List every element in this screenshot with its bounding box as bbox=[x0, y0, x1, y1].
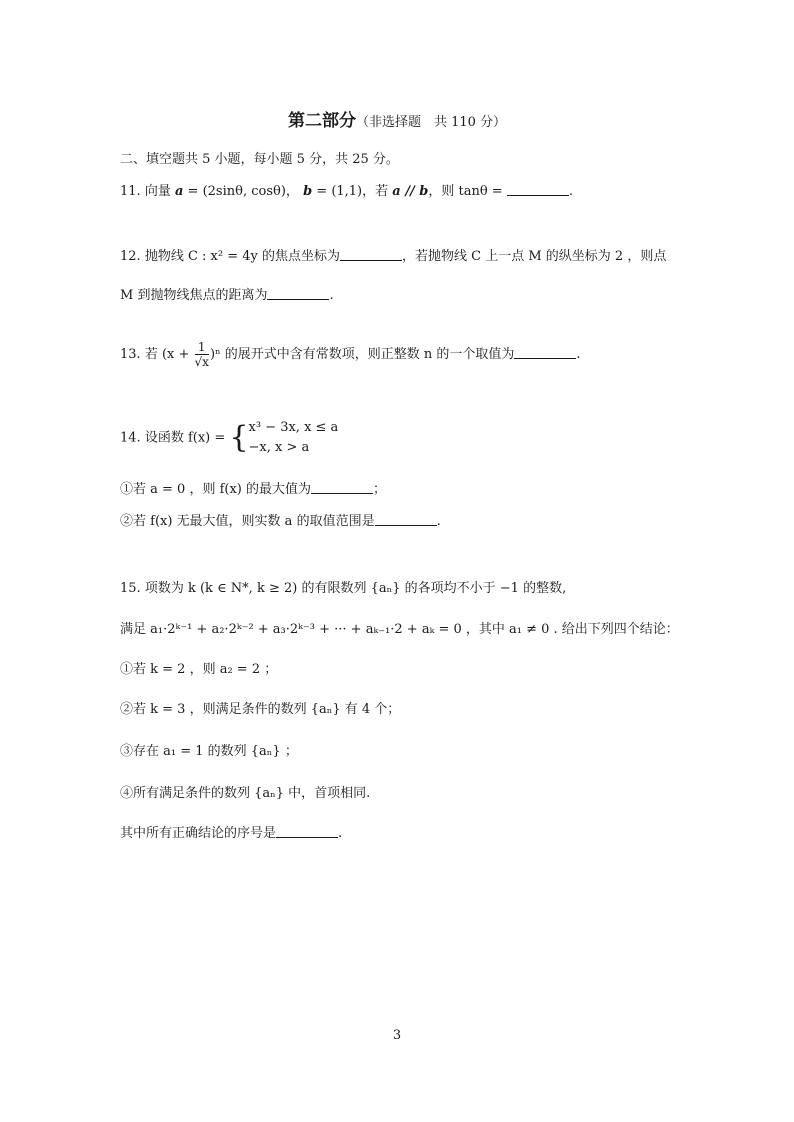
q15-conclusion-2: ②若 k = 3 ，则满足条件的数列 {aₙ} 有 4 个； bbox=[120, 702, 401, 717]
question-12-line1 bbox=[120, 245, 666, 264]
q11-vec-b: b bbox=[303, 184, 313, 199]
question-15-line1 bbox=[120, 577, 566, 596]
question-14 bbox=[120, 418, 338, 458]
q13-fraction bbox=[195, 340, 209, 369]
q12-line1: 抛物线 C : x² = 4y 的焦点坐标为 bbox=[144, 249, 340, 264]
q14-item-2: ②若 f(x) 无最大值，则实数 a 的取值范围是 . bbox=[120, 514, 441, 529]
q14-item2-text: ②若 f(x) 无最大值，则实数 a 的取值范围是 bbox=[120, 514, 375, 529]
q12-line1b: ，若抛物线 C 上一点 M 的纵坐标为 2 ，则点 bbox=[402, 249, 667, 264]
q11-sep: ， bbox=[285, 184, 299, 199]
q11-answer-blank[interactable] bbox=[507, 183, 569, 196]
q11-cond: a // b bbox=[392, 184, 429, 199]
q15-conclusion-1: ①若 k = 2 ，则 a₂ = 2 ； bbox=[120, 662, 278, 677]
q13-frac-num: 1 bbox=[195, 340, 209, 355]
q11-text-b: ，若 bbox=[362, 184, 389, 199]
q14-cases bbox=[249, 418, 339, 458]
q14-item1-end: ； bbox=[373, 482, 387, 497]
q11-text-a: 向量 bbox=[144, 184, 171, 199]
q13-pre: 若 (x + bbox=[144, 347, 194, 362]
q12-answer-blank-2[interactable] bbox=[267, 287, 329, 300]
q14-case-2: −x, x > a bbox=[248, 440, 310, 455]
q15-number: 15. bbox=[120, 581, 141, 596]
page-number: 3 bbox=[392, 1028, 402, 1043]
question-13: 13. 若 (x + $\frac{1}{√x}$ )ⁿ 的展开式中含有常数项，则正整数 n 的一个取值为 . bbox=[120, 340, 581, 369]
question-15-line2: 满足 a₁·2ᵏ⁻¹ + a₂·2ᵏ⁻² + a₃·2ᵏ⁻³ + ··· + aₖ₋₁·2 + aₖ = 0 ，其中 a₁ ≠ 0 . 给出下列四个结论： bbox=[120, 622, 679, 637]
q15-conclusion-4: ④所有满足条件的数列 {aₙ} 中，首项相同. bbox=[120, 786, 371, 801]
q11-vec-a: a bbox=[174, 184, 184, 199]
q14-brace: { bbox=[229, 420, 249, 455]
section-intro: 二、填空题共 5 小题，每小题 5 分，共 25 分。 bbox=[120, 152, 399, 167]
q14-case-1: x³ − 3x, x ≤ a bbox=[248, 420, 339, 435]
q11-expr-b: = (1,1) bbox=[312, 184, 363, 199]
q14-item-1 bbox=[120, 478, 386, 497]
part-title-sub: （非选择题 共 110 分） bbox=[355, 115, 507, 130]
q11-text-c: ，则 tanθ = bbox=[428, 184, 507, 199]
q14-pre: 设函数 f(x) = bbox=[144, 430, 230, 446]
q12-line2: M 到抛物线焦点的距离为 bbox=[120, 288, 268, 303]
q15-line1: 项数为 k (k ∈ N*, k ≥ 2) 的有限数列 {aₙ} 的各项均不小于 −1 的整数, bbox=[144, 581, 567, 596]
q15-ask: 其中所有正确结论的序号是 . bbox=[120, 826, 343, 841]
q14-number: 14. bbox=[120, 430, 141, 446]
question-11: 11. 向量 a = (2sinθ, cosθ)， b = (1,1)，若 a // b，则 tanθ = . bbox=[120, 184, 573, 199]
q13-post: )ⁿ 的展开式中含有常数项，则正整数 n 的一个取值为 bbox=[209, 347, 515, 362]
q11-number: 11. bbox=[120, 184, 141, 199]
q12-number: 12. bbox=[120, 249, 141, 264]
q13-number: 13. bbox=[120, 347, 141, 362]
part-title-main: 第二部分 bbox=[287, 111, 356, 131]
q14-answer-blank-1[interactable] bbox=[311, 481, 373, 494]
q12-answer-blank-1[interactable] bbox=[340, 248, 402, 261]
q14-answer-blank-2[interactable] bbox=[375, 513, 437, 526]
q15-conclusion-3: ③存在 a₁ = 1 的数列 {aₙ} ； bbox=[120, 744, 298, 759]
question-12-line2: M 到抛物线焦点的距离为 . bbox=[120, 288, 334, 303]
q13-frac-den: √x bbox=[194, 355, 209, 369]
q11-expr-a: = (2sinθ, cosθ) bbox=[183, 184, 286, 199]
q13-answer-blank[interactable] bbox=[514, 346, 576, 359]
q14-item1-text: ①若 a = 0 ，则 f(x) 的最大值为 bbox=[120, 482, 311, 497]
part-title bbox=[0, 106, 794, 131]
q15-ask-text: 其中所有正确结论的序号是 bbox=[120, 826, 277, 841]
q15-answer-blank[interactable] bbox=[276, 825, 338, 838]
